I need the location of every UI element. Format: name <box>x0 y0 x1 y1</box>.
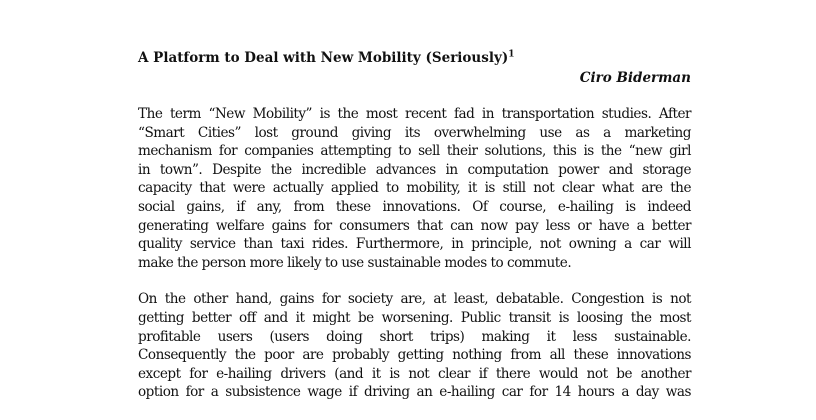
document-title <box>138 48 691 68</box>
paragraph-line: mechanism for companies attempting to sell their solutions, this is the “new girl <box>138 143 691 160</box>
title-text: A Platform to Deal with New Mobility (Seriously) <box>138 50 509 66</box>
paragraph-line: make the person more likely to use sustainable modes to commute. <box>138 254 572 271</box>
paragraph-line: capacity that were actually applied to mobility, it is still not clear what are the <box>138 180 691 197</box>
paragraph-line: The term “New Mobility” is the most recent fad in transportation studies. After <box>138 106 691 122</box>
author-name: Ciro Biderman <box>579 70 691 86</box>
paragraph-line: except for e-hailing drivers (and it is not clear if there would not be another <box>138 365 691 382</box>
paragraph-line: profitable users (users doing short trips) making it less sustainable. <box>138 328 691 345</box>
document-page <box>138 48 691 420</box>
paragraph-1 <box>138 105 691 272</box>
paragraph-line: Consequently the poor are probably getting nothing from all these innovations <box>138 347 691 364</box>
paragraph-line: On the other hand, gains for society are, at least, debatable. Congestion is not <box>138 291 691 308</box>
paragraph-line: social gains, if any, from these innovations. Of course, e-hailing is indeed <box>138 198 691 215</box>
paragraph-line: generating welfare gains for consumers that can now pay less or have a better <box>138 217 691 234</box>
paragraph-line: in town”. Despite the incredible advances in computation power and storage <box>138 161 691 178</box>
paragraph-2 <box>138 290 691 402</box>
paragraph-line: option for a subsistence wage if driving an e-hailing car for 14 hours a day was <box>138 384 691 401</box>
paragraph-line: “Smart Cities” lost ground giving its overwhelming use as a marketing <box>138 124 691 141</box>
paragraph-line: quality service than taxi rides. Furthermore, in principle, not owning a car will <box>138 236 691 253</box>
paragraph-line: getting better off and it might be worsening. Public transit is loosing the most <box>138 309 691 326</box>
title-footnote-marker[interactable]: 1 <box>508 49 515 60</box>
